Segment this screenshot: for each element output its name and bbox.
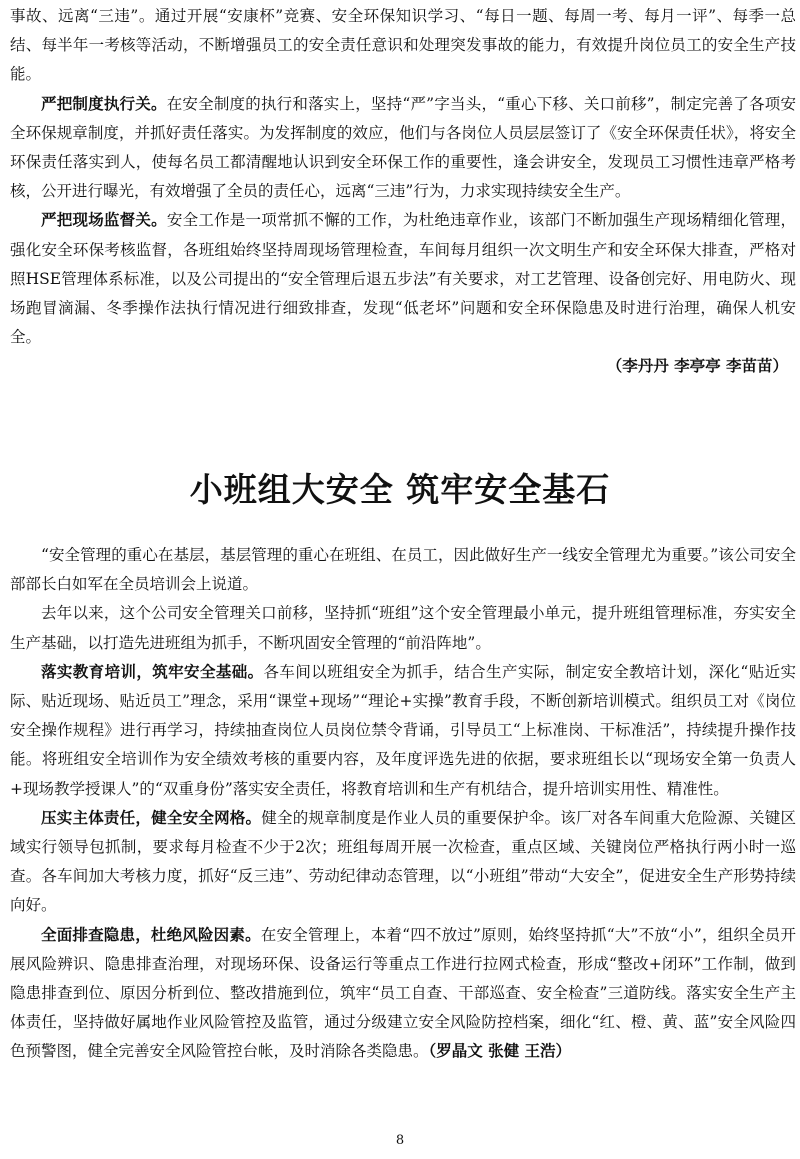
paragraph-text: 安全工作是一项常抓不懈的工作，为杜绝违章作业，该部门不断加强生产现场精细化管理，强化安全环保考核监督，各班组始终坚持周现场管理检查，车间每月组织一次文明生产和安全环保大排查，严格对照HSE管理体系标准，以及公司提出的“安全管理后退五步法”有关要求，对工艺管理、设备创完好、用电防火、现场跑冒滴漏、冬季操作法执行情况进行细致排查，发现“低老坏”问题和安全环保隐患及时进行治理，确保人机安全。 [10,211,796,347]
page-number: 8 [395,1133,405,1148]
paragraph-text: 去年以来，这个公司安全管理关口前移，坚持抓“班组”这个安全管理最小单元，提升班组管理标准，夯实安全生产基础，以打造先进班组为抓手，不断巩固安全管理的“前沿阵地”。 [10,604,796,652]
paragraph-text: 健全的规章制度是作业人员的重要保护伞。该厂对各车间重大危险源、关键区域实行领导包抓制，要求每月检查不少于2次；班组每周开展一次检查，重点区域、关键岗位严格执行两小时一巡查。各车间加大考核力度，抓好“反三违”、劳动纪律动态管理，以“小班组”带动“大安全”，促进安全生产形势持续向好。 [10,808,796,915]
article-2-authors: （罗晶文 张健 王浩） [428,1042,572,1061]
article-2-paragraph-5 [10,921,796,1067]
article-1-authors [10,352,796,381]
article-1-paragraph-2 [10,90,796,207]
paragraph-lead: 落实教育培训，筑牢安全基础。 [41,662,264,681]
article-2-paragraph-3 [10,658,796,804]
paragraph-text: 在安全管理上，本着“四不放过”原则，始终坚持抓“大”不放“小”，组织全员开展风险辨识、隐患排查治理，对现场环保、设备运行等重点工作进行拉网式检查，形成“整改+闭环”工作制，做到隐患排查到位、原因分析到位、整改措施到位，筑牢“员工自查、干部巡查、安全检查”三道防线。落实安全生产主体责任，坚持做好属地作业风险管控及监管，通过分级建立安全风险防控档案，细化“红、橙、黄、蓝”安全风险四色预警图，健全完善安全风险管控台帐，及时消除各类隐患。 [10,925,796,1061]
article-1-paragraph-1 [10,2,796,90]
paragraph-lead: 压实主体责任，健全安全网格。 [41,808,262,827]
paragraph-lead: 严把制度执行关。 [41,94,167,113]
article-1 [10,2,796,382]
paragraph-text: 在安全制度的执行和落实上，坚持“严”字当头，“重心下移、关口前移”，制定完善了各项安全环保规章制度，并抓好责任落实。为发挥制度的效应，他们与各岗位人员层层签订了《安全环保责任状》，将安全环保责任落实到人，使每名员工都清醒地认识到安全环保工作的重要性，逢会讲安全，发现员工习惯性违章严格考核，公开进行曝光，有效增强了全员的责任心，远离“三违”行为，力求实现持续安全生产。 [10,94,796,201]
article-2-paragraph-2 [10,599,796,657]
article-2-paragraph-4 [10,804,796,921]
article-title: 小班组大安全 筑牢安全基石 [189,470,611,509]
paragraph-text: 各车间以班组安全为抓手，结合生产实际，制定安全教培计划，深化“贴近实际、贴近现场、贴近员工”理念，采用“课堂+现场”“理论+实操”教育手段，不断创新培训模式。组织员工对《岗位安全操作规程》进行再学习，持续抽查岗位人员岗位禁令背诵，引导员工“上标准岗、干标准活”，持续提升操作技能。将班组安全培训作为安全绩效考核的重要内容，及年度评选先进的依据，要求班组长以“现场安全第一负责人+现场教学授课人”的“双重身份”落实安全责任，将教育培训和生产有机结合，提升培训实用性、精准性。 [10,662,796,798]
paragraph-lead: 全面排查隐患，杜绝风险因素。 [41,925,261,944]
paragraph-text: 事故、远离“三违”。通过开展“安康杯”竞赛、安全环保知识学习、“每日一题、每周一考、每月一评”、每季一总结、每半年一考核等活动，不断增强员工的安全责任意识和处理突发事故的能力，有效提升岗位员工的安全生产技能。 [10,7,796,84]
author-names: （李丹丹 李亭亭 李苗苗） [606,357,788,376]
article-2-paragraph-1 [10,541,796,599]
article-1-paragraph-3 [10,206,796,352]
article-2 [10,541,796,1067]
paragraph-text: “安全管理的重心在基层，基层管理的重心在班组、在员工，因此做好生产一线安全管理尤为重要。”该公司安全部部长白如军在全员培训会上说道。 [10,546,796,594]
paragraph-lead: 严把现场监督关。 [41,211,167,230]
